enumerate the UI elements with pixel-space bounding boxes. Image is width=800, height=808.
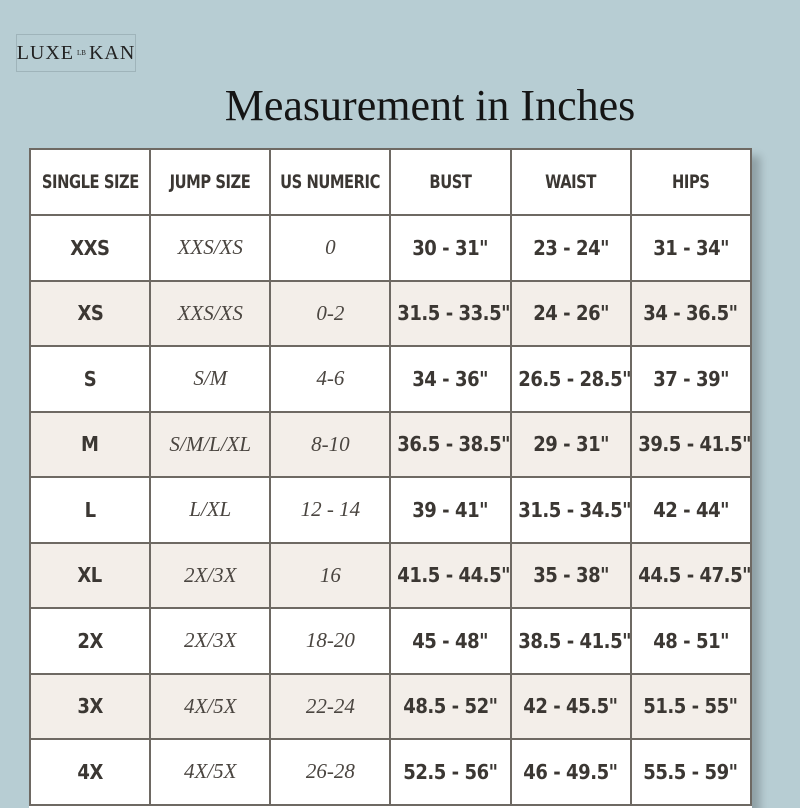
header-label: BUST (429, 171, 472, 193)
us-numeric-cell (270, 215, 390, 281)
cell-value: 51.5 - 55" (643, 694, 739, 719)
cell-value: 0 (325, 235, 336, 260)
table-row (30, 543, 751, 609)
hips-cell (631, 608, 751, 674)
cell-value: 34 - 36" (412, 366, 489, 391)
size-table (29, 148, 752, 806)
table-row (30, 281, 751, 347)
single-size-cell (30, 215, 150, 281)
us-numeric-cell (270, 412, 390, 478)
bust-cell (390, 674, 510, 740)
hips-cell (631, 477, 751, 543)
cell-value: L (84, 497, 96, 522)
us-numeric-cell (270, 477, 390, 543)
cell-value: 55.5 - 59" (643, 759, 739, 784)
bust-cell (390, 346, 510, 412)
waist-cell (511, 215, 631, 281)
hips-cell (631, 346, 751, 412)
cell-value: XXS (70, 235, 110, 260)
jump-size-cell (150, 346, 270, 412)
header-label: JUMP SIZE (169, 171, 251, 193)
brand-logo-left: LUXE (16, 41, 75, 64)
jump-size-cell (150, 281, 270, 347)
cell-value: 42 - 44" (652, 497, 729, 522)
bust-cell (390, 543, 510, 609)
bust-cell (390, 215, 510, 281)
jump-size-cell (150, 477, 270, 543)
waist-cell (511, 412, 631, 478)
table-row (30, 215, 751, 281)
jump-size-cell (150, 739, 270, 805)
cell-value: 23 - 24" (532, 235, 609, 260)
single-size-cell (30, 281, 150, 347)
waist-cell (511, 543, 631, 609)
jump-size-cell (150, 674, 270, 740)
table-row (30, 739, 751, 805)
cell-value: XS (77, 301, 104, 326)
header-waist (511, 149, 631, 215)
cell-value: 2X/3X (183, 562, 237, 587)
us-numeric-cell (270, 543, 390, 609)
cell-value: 4X/5X (183, 693, 237, 718)
cell-value: 30 - 31" (412, 235, 489, 260)
cell-value: 39 - 41" (412, 497, 489, 522)
us-numeric-cell (270, 608, 390, 674)
size-chart (29, 148, 752, 808)
cell-value: 31.5 - 33.5" (397, 301, 511, 326)
waist-cell (511, 281, 631, 347)
single-size-cell (30, 739, 150, 805)
bust-cell (390, 477, 510, 543)
table-row (30, 412, 751, 478)
table-row (30, 608, 751, 674)
table-row (30, 477, 751, 543)
cell-value: XL (77, 563, 103, 588)
header-jump-size (150, 149, 270, 215)
us-numeric-cell (270, 674, 390, 740)
waist-cell (511, 608, 631, 674)
cell-value: 0-2 (316, 300, 345, 325)
cell-value: 46 - 49.5" (523, 759, 618, 784)
single-size-cell (30, 412, 150, 478)
page-title: Measurement in Inches (224, 81, 636, 130)
header-label: WAIST (545, 171, 597, 193)
cell-value: 18-20 (305, 628, 355, 653)
cell-value: XXS/XS (177, 300, 243, 325)
cell-value: 29 - 31" (532, 432, 609, 457)
us-numeric-cell (270, 346, 390, 412)
cell-value: 3X (77, 694, 103, 719)
cell-value: 45 - 48" (412, 628, 489, 653)
cell-value: 37 - 39" (652, 366, 729, 391)
single-size-cell (30, 674, 150, 740)
cell-value: 41.5 - 44.5" (397, 563, 511, 588)
header-bust (390, 149, 510, 215)
cell-value: 34 - 36.5" (643, 301, 739, 326)
bust-cell (390, 739, 510, 805)
jump-size-cell (150, 215, 270, 281)
cell-value: 22-24 (305, 693, 355, 718)
table-header-row (30, 149, 751, 215)
hips-cell (631, 215, 751, 281)
hips-cell (631, 543, 751, 609)
table-row (30, 674, 751, 740)
cell-value: S/M/L/XL (169, 431, 252, 456)
brand-logo-right: KAN (88, 41, 136, 64)
cell-value: 2X/3X (183, 628, 237, 653)
cell-value: 24 - 26" (532, 301, 609, 326)
hips-cell (631, 674, 751, 740)
header-label: HIPS (672, 171, 710, 193)
cell-value: 16 (319, 562, 341, 587)
cell-value: XXS/XS (177, 235, 243, 260)
header-hips (631, 149, 751, 215)
waist-cell (511, 477, 631, 543)
table-body (30, 215, 751, 805)
cell-value: 48.5 - 52" (403, 694, 498, 719)
brand-logo (16, 34, 136, 72)
cell-value: 4-6 (316, 366, 345, 391)
bust-cell (390, 281, 510, 347)
single-size-cell (30, 608, 150, 674)
hips-cell (631, 412, 751, 478)
us-numeric-cell (270, 281, 390, 347)
cell-value: 26.5 - 28.5" (517, 366, 631, 391)
waist-cell (511, 674, 631, 740)
cell-value: 4X/5X (183, 759, 237, 784)
cell-value: 26-28 (305, 759, 355, 784)
cell-value: 31.5 - 34.5" (517, 497, 631, 522)
cell-value: 36.5 - 38.5" (397, 432, 511, 457)
cell-value: 44.5 - 47.5" (638, 563, 751, 588)
waist-cell (511, 739, 631, 805)
brand-logo-middle: LB (77, 49, 86, 57)
waist-cell (511, 346, 631, 412)
jump-size-cell (150, 608, 270, 674)
cell-value: 42 - 45.5" (523, 694, 618, 719)
us-numeric-cell (270, 739, 390, 805)
table-row (30, 346, 751, 412)
cell-value: 38.5 - 41.5" (517, 628, 631, 653)
bust-cell (390, 412, 510, 478)
cell-value: 2X (77, 628, 103, 653)
header-single-size (30, 149, 150, 215)
single-size-cell (30, 543, 150, 609)
cell-value: 48 - 51" (652, 628, 729, 653)
cell-value: S (83, 366, 97, 391)
single-size-cell (30, 346, 150, 412)
header-label: SINGLE SIZE (41, 171, 139, 193)
bust-cell (390, 608, 510, 674)
cell-value: M (81, 432, 99, 457)
cell-value: 31 - 34" (652, 235, 729, 260)
cell-value: L/XL (189, 497, 232, 522)
jump-size-cell (150, 543, 270, 609)
cell-value: 4X (77, 759, 103, 784)
jump-size-cell (150, 412, 270, 478)
hips-cell (631, 281, 751, 347)
cell-value: 8-10 (311, 431, 350, 456)
header-label: US NUMERIC (280, 171, 381, 193)
cell-value: 12 - 14 (300, 497, 361, 522)
cell-value: S/M (193, 366, 228, 391)
cell-value: 35 - 38" (532, 563, 609, 588)
cell-value: 52.5 - 56" (403, 759, 498, 784)
hips-cell (631, 739, 751, 805)
cell-value: 39.5 - 41.5" (638, 432, 751, 457)
single-size-cell (30, 477, 150, 543)
header-us-numeric (270, 149, 390, 215)
